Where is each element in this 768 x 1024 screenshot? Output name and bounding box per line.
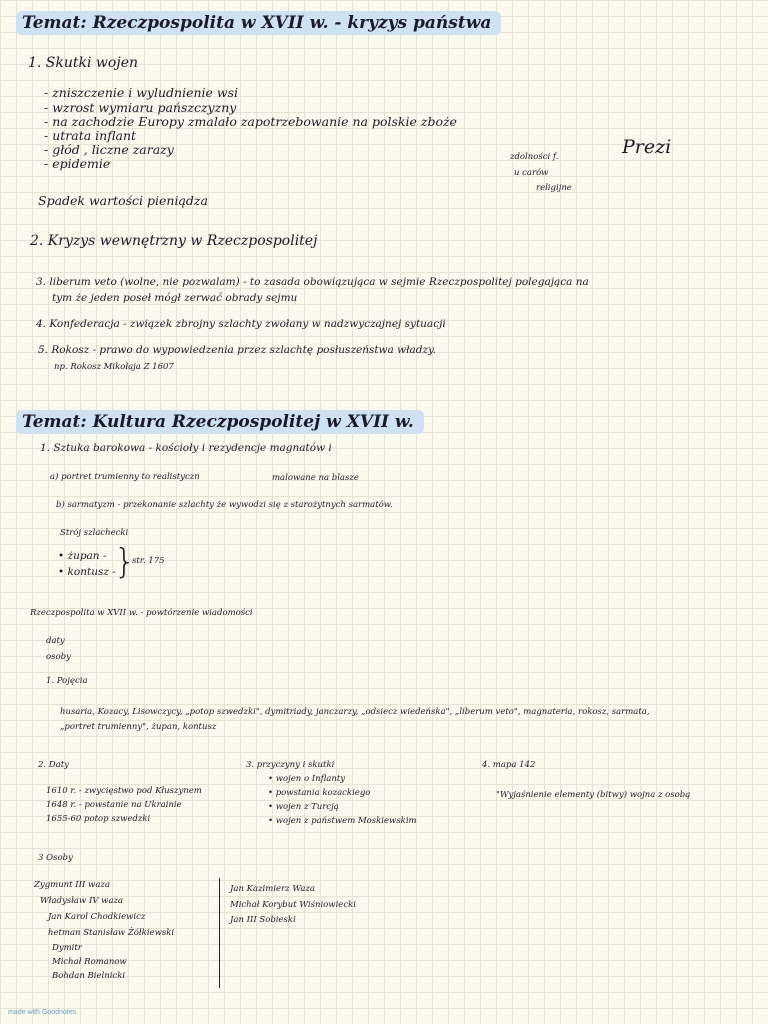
note-line: 3. liberum veto (wolne, nie pozwalam) - to zasada obowiązująca w sejmie Rzeczpospolitej polegająca na <box>36 276 589 288</box>
list-item: 1655-60 potop szwedzki <box>46 814 151 824</box>
note-line: b) sarmatyzm - przekonanie szlachty że wywodzi się z starożytnych sarmatów. <box>56 500 393 510</box>
list-item: - wzrost wymiaru pańszczyzny <box>44 100 237 115</box>
review-title: Rzeczpospolita w XVII w. - powtórzenie wiadomości <box>30 608 253 618</box>
list-item: Michał Korybut Wiśniowiecki <box>230 900 356 910</box>
list-item: - na zachodzie Europy zmalało zapotrzebowanie na polskie zboże <box>44 114 457 129</box>
divider <box>219 878 220 988</box>
list-item: Zygmunt III waza <box>34 880 110 890</box>
section-title: 2. Kryzys wewnętrzny w Rzeczpospolitej <box>30 233 318 249</box>
section-title: 4. mapa 142 <box>482 760 536 770</box>
section-title: 2. Daty <box>38 760 69 770</box>
note-line: Spadek wartości pieniądza <box>38 193 208 208</box>
list-item: Dymitr <box>52 943 82 953</box>
list-item: Bohdan Bielnicki <box>52 971 126 981</box>
note-line: Strój szlachecki <box>60 528 129 538</box>
note-line: str. 175 <box>132 556 165 566</box>
note-line: 4. Konfederacja - związek zbrojny szlachty zwołany w nadzwyczajnej sytuacji <box>36 318 446 330</box>
list-item: hetman Stanisław Żółkiewski <box>48 928 175 938</box>
list-item: - epidemie <box>44 156 111 171</box>
list-item: • powstania kozackiego <box>268 788 371 798</box>
note-line: np. Rokosz Mikołaja Z 1607 <box>54 362 174 372</box>
note-line: 1. Sztuka barokowa - kościoły i rezydencje magnatów i <box>40 442 332 454</box>
list-item: Jan Karol Chodkiewicz <box>48 912 146 922</box>
section-title: 1. Skutki wojen <box>28 55 138 71</box>
section-title: 3 Osoby <box>38 853 73 863</box>
list-item: 1648 r. - powstanie na Ukrainie <box>46 800 182 810</box>
side-note-small: u carów <box>514 168 549 178</box>
note-line: daty <box>46 636 65 646</box>
list-item: - zniszczenie i wyludnienie wsi <box>44 85 238 100</box>
list-item: • wojen z państwem Moskiewskim <box>268 816 417 826</box>
list-item: Jan III Sobieski <box>230 915 296 925</box>
note-line: osoby <box>46 652 71 662</box>
section-title: 3. przyczyny i skutki <box>246 760 335 770</box>
list-item: - utrata inflant <box>44 128 137 143</box>
note-line: a) portret trumienny to realistyczn <box>50 472 200 482</box>
note-line: "Wyjaśnienie elementy (bitwy) wojna z osobą <box>496 790 691 800</box>
note-line: 5. Rokosz - prawo do wypowiedzenia przez szlachtę posłuszeństwa władzy. <box>38 344 436 356</box>
list-item: - głód , liczne zarazy <box>44 142 174 157</box>
lesson-title-2: Temat: Kultura Rzeczpospolitej w XVII w. <box>16 410 424 434</box>
note-line: tym że jeden poseł mógł zerwać obrady sejmu <box>52 292 298 304</box>
side-note: Prezi <box>622 136 672 158</box>
list-item: Michał Romanow <box>52 957 127 967</box>
list-item: • wojen z Turcją <box>268 802 339 812</box>
list-item: • wojen o Inflanty <box>268 774 346 784</box>
list-item: • żupan - <box>58 550 107 562</box>
lesson-title-1: Temat: Rzeczpospolita w XVII w. - kryzys państwa <box>16 11 501 35</box>
note-line: „portret trumienny", żupan, kontusz <box>60 722 217 732</box>
side-note-small: zdolności f. <box>510 152 559 162</box>
note-line: husaria, Kozacy, Lisowczycy, „potop szwedzki", dymitriady, janczarzy, „odsiecz wiedeńska", „liberum veto", magnateria, rokosz, sarmata, <box>60 707 650 717</box>
goodnotes-logo: made with Goodnotes <box>8 1009 77 1016</box>
list-item: • kontusz - <box>58 566 116 578</box>
section-title: 1. Pojęcia <box>46 676 88 686</box>
list-item: 1610 r. - zwycięstwo pod Kłuszynem <box>46 786 202 796</box>
list-item: Jan Kazimierz Waza <box>230 884 315 894</box>
note-line: malowane na blasze <box>272 473 359 483</box>
list-item: Władysław IV waza <box>40 896 124 906</box>
brace: } <box>114 542 136 582</box>
side-note-small: religijne <box>536 183 572 193</box>
